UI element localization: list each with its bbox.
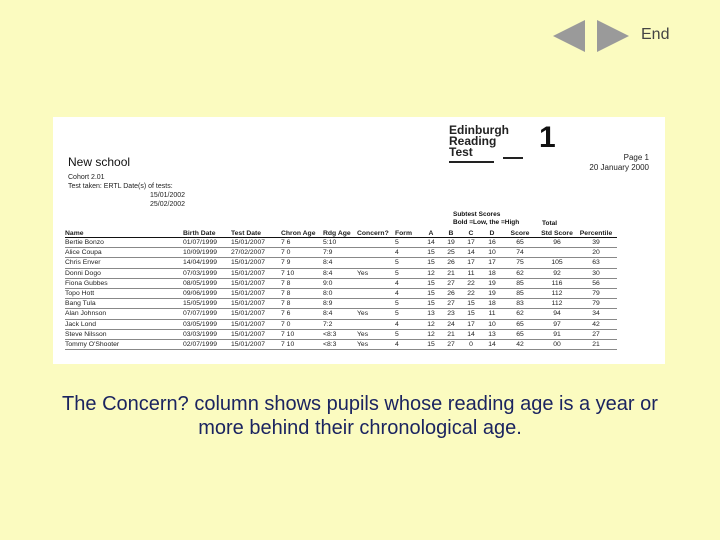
- table-cell: 63: [579, 258, 617, 268]
- table-cell: Yes: [357, 329, 395, 339]
- table-cell: 56: [579, 278, 617, 288]
- table-row: [65, 309, 617, 319]
- table-cell: 15/01/2007: [231, 238, 281, 248]
- page-date: 20 January 2000: [589, 163, 649, 172]
- table-cell: Fiona Gubbes: [65, 278, 183, 288]
- table-cell: 97: [539, 319, 579, 329]
- table-row: [65, 319, 617, 329]
- table-cell: [357, 299, 395, 309]
- logo-line-1: Edinburgh: [449, 123, 509, 137]
- table-cell: 116: [539, 278, 579, 288]
- table-cell: 4: [395, 319, 423, 329]
- table-cell: 15: [423, 299, 443, 309]
- table-cell: Alice Coupa: [65, 248, 183, 258]
- table-cell: 112: [539, 299, 579, 309]
- table-cell: [357, 248, 395, 258]
- table-cell: 79: [579, 299, 617, 309]
- col-concern: Concern?: [357, 229, 395, 238]
- col-birth-date: Birth Date: [183, 229, 231, 238]
- table-cell: 26: [443, 288, 463, 298]
- table-cell: 7 6: [281, 238, 323, 248]
- table-cell: 4: [395, 288, 423, 298]
- table-cell: 62: [505, 268, 539, 278]
- table-cell: 15/01/2007: [231, 278, 281, 288]
- table-cell: 8:9: [323, 299, 357, 309]
- table-cell: 00: [539, 339, 579, 349]
- table-cell: 15: [423, 278, 443, 288]
- table-cell: 83: [505, 299, 539, 309]
- subtest-scores-header: [453, 211, 519, 227]
- table-row: [65, 299, 617, 309]
- table-cell: 15: [423, 288, 443, 298]
- table-cell: 30: [579, 268, 617, 278]
- table-cell: 65: [505, 238, 539, 248]
- table-cell: 27: [443, 339, 463, 349]
- table-cell: 42: [579, 319, 617, 329]
- col-test-date: Test Date: [231, 229, 281, 238]
- table-cell: 65: [505, 329, 539, 339]
- table-cell: 15/01/2007: [231, 339, 281, 349]
- table-row: [65, 258, 617, 268]
- table-cell: 16: [483, 238, 505, 248]
- table-row: [65, 288, 617, 298]
- table-cell: 8:4: [323, 309, 357, 319]
- table-cell: 18: [483, 268, 505, 278]
- table-cell: [357, 288, 395, 298]
- table-cell: 4: [395, 339, 423, 349]
- table-cell: <8:3: [323, 339, 357, 349]
- table-cell: 5:10: [323, 238, 357, 248]
- table-row: [65, 339, 617, 349]
- table-cell: 7 6: [281, 309, 323, 319]
- table-cell: 7 10: [281, 329, 323, 339]
- table-cell: 15/01/2007: [231, 299, 281, 309]
- table-row: [65, 278, 617, 288]
- table-cell: 15: [423, 258, 443, 268]
- table-cell: 11: [483, 309, 505, 319]
- table-cell: 20: [579, 248, 617, 258]
- table-cell: 96: [539, 238, 579, 248]
- table-cell: 12: [423, 319, 443, 329]
- table-cell: 10: [483, 319, 505, 329]
- table-cell: Alan Johnson: [65, 309, 183, 319]
- table-row: [65, 248, 617, 258]
- table-cell: 5: [395, 329, 423, 339]
- table-cell: 14/04/1999: [183, 258, 231, 268]
- table-cell: 7 8: [281, 288, 323, 298]
- school-name: New school: [68, 155, 131, 169]
- table-cell: 79: [579, 288, 617, 298]
- table-cell: 7 8: [281, 299, 323, 309]
- table-cell: 4: [395, 248, 423, 258]
- previous-slide-arrow-icon[interactable]: [553, 20, 585, 52]
- table-cell: Chris Enver: [65, 258, 183, 268]
- table-cell: 03/05/1999: [183, 319, 231, 329]
- table-cell: [357, 238, 395, 248]
- table-cell: 14: [463, 329, 483, 339]
- table-cell: 7 0: [281, 319, 323, 329]
- col-std-score: Std Score: [539, 229, 579, 238]
- table-cell: 94: [539, 309, 579, 319]
- table-cell: 19: [483, 288, 505, 298]
- table-cell: 01/07/1999: [183, 238, 231, 248]
- table-cell: Tommy O'Shooter: [65, 339, 183, 349]
- pupil-scores-table: [65, 229, 617, 350]
- table-cell: Donni Dogo: [65, 268, 183, 278]
- table-cell: 8:0: [323, 288, 357, 298]
- table-cell: 23: [443, 309, 463, 319]
- table-row: [65, 238, 617, 248]
- table-cell: 03/03/1999: [183, 329, 231, 339]
- table-cell: 34: [579, 309, 617, 319]
- table-cell: 7 10: [281, 339, 323, 349]
- table-cell: 14: [483, 339, 505, 349]
- table-cell: 15: [463, 309, 483, 319]
- table-cell: 7:9: [323, 248, 357, 258]
- table-cell: 27/02/2007: [231, 248, 281, 258]
- table-cell: 7 8: [281, 278, 323, 288]
- table-cell: [357, 258, 395, 268]
- table-cell: 17: [483, 258, 505, 268]
- table-cell: Bertie Bonzo: [65, 238, 183, 248]
- table-cell: 17: [463, 238, 483, 248]
- table-cell: 15: [423, 339, 443, 349]
- table-cell: 07/07/1999: [183, 309, 231, 319]
- table-cell: 12: [423, 268, 443, 278]
- table-cell: 15/01/2007: [231, 268, 281, 278]
- table-cell: 17: [463, 319, 483, 329]
- table-cell: 7 10: [281, 268, 323, 278]
- col-b: B: [443, 229, 463, 238]
- table-cell: 85: [505, 288, 539, 298]
- table-cell: 8:4: [323, 268, 357, 278]
- table-cell: 19: [483, 278, 505, 288]
- table-cell: 17: [463, 258, 483, 268]
- table-row: [65, 329, 617, 339]
- table-cell: Yes: [357, 339, 395, 349]
- report-meta: [68, 173, 185, 209]
- table-cell: 15/01/2007: [231, 329, 281, 339]
- table-cell: 5: [395, 299, 423, 309]
- table-cell: 13: [483, 329, 505, 339]
- logo-dash: [503, 157, 523, 159]
- table-cell: 27: [443, 299, 463, 309]
- table-cell: 7 9: [281, 258, 323, 268]
- table-cell: 27: [443, 278, 463, 288]
- table-cell: 07/03/1999: [183, 268, 231, 278]
- test-date-1: 15/01/2002: [150, 192, 186, 199]
- table-cell: 18: [483, 299, 505, 309]
- table-cell: 42: [505, 339, 539, 349]
- table-cell: 0: [463, 339, 483, 349]
- col-score: Score: [505, 229, 539, 238]
- table-cell: 21: [443, 268, 463, 278]
- end-link[interactable]: End: [641, 26, 670, 43]
- table-cell: 75: [505, 258, 539, 268]
- total-header: Total: [542, 220, 558, 227]
- table-cell: 5: [395, 258, 423, 268]
- test-number: 1: [539, 121, 556, 154]
- table-cell: 24: [443, 319, 463, 329]
- table-cell: 74: [505, 248, 539, 258]
- table-cell: 4: [395, 278, 423, 288]
- table-cell: 22: [463, 288, 483, 298]
- table-cell: 85: [505, 278, 539, 288]
- test-date-2: 25/02/2002: [150, 201, 186, 208]
- table-cell: 13: [423, 309, 443, 319]
- table-cell: 12: [423, 329, 443, 339]
- table-cell: 92: [539, 268, 579, 278]
- table-cell: 112: [539, 288, 579, 298]
- table-cell: 21: [443, 329, 463, 339]
- table-cell: Steve Nilsson: [65, 329, 183, 339]
- reading-test-report: [53, 117, 665, 364]
- col-d: D: [483, 229, 505, 238]
- table-cell: Bang Tula: [65, 299, 183, 309]
- table-cell: Yes: [357, 309, 395, 319]
- table-cell: [539, 248, 579, 258]
- next-slide-arrow-icon[interactable]: [597, 20, 629, 52]
- table-cell: 10: [483, 248, 505, 258]
- table-row: [65, 268, 617, 278]
- col-percentile: Percentile: [579, 229, 617, 238]
- table-cell: 62: [505, 309, 539, 319]
- table-cell: 15/05/1999: [183, 299, 231, 309]
- table-cell: 27: [579, 329, 617, 339]
- table-cell: 15: [463, 299, 483, 309]
- table-cell: 14: [463, 248, 483, 258]
- col-rdg-age: Rdg Age: [323, 229, 357, 238]
- col-chron-age: Chron Age: [281, 229, 323, 238]
- logo-underline: [449, 161, 494, 163]
- table-cell: [357, 319, 395, 329]
- col-form: Form: [395, 229, 423, 238]
- table-cell: 11: [463, 268, 483, 278]
- table-cell: [357, 278, 395, 288]
- edinburgh-reading-test-logo: [449, 125, 509, 158]
- table-cell: 02/07/1999: [183, 339, 231, 349]
- table-cell: 9:0: [323, 278, 357, 288]
- table-cell: 15/01/2007: [231, 288, 281, 298]
- col-c: C: [463, 229, 483, 238]
- table-cell: 19: [443, 238, 463, 248]
- table-cell: 09/06/1999: [183, 288, 231, 298]
- table-cell: 15/01/2007: [231, 258, 281, 268]
- table-cell: 39: [579, 238, 617, 248]
- table-cell: 14: [423, 238, 443, 248]
- subtest-legend: Bold =Low, the =High: [453, 219, 520, 226]
- table-cell: 7:2: [323, 319, 357, 329]
- table-cell: 25: [443, 248, 463, 258]
- table-cell: Yes: [357, 268, 395, 278]
- table-cell: Topo Hott: [65, 288, 183, 298]
- concern-explanation-caption: The Concern? column shows pupils whose reading age is a year or more behind their chronological age.: [62, 393, 658, 439]
- cohort: Cohort 2.01: [68, 174, 105, 181]
- col-name: Name: [65, 229, 183, 238]
- table-cell: 15: [423, 248, 443, 258]
- table-cell: 65: [505, 319, 539, 329]
- test-taken: Test taken: ERTL Date(s) of tests:: [68, 183, 173, 190]
- table-cell: 26: [443, 258, 463, 268]
- table-cell: Jack Lond: [65, 319, 183, 329]
- table-cell: 105: [539, 258, 579, 268]
- table-cell: 21: [579, 339, 617, 349]
- table-cell: 15/01/2007: [231, 309, 281, 319]
- subtest-title: Subtest Scores: [453, 211, 501, 218]
- page-info: [589, 153, 649, 173]
- table-cell: 5: [395, 309, 423, 319]
- table-cell: 15/01/2007: [231, 319, 281, 329]
- page-label: Page 1: [623, 153, 649, 162]
- logo-line-2: Reading: [449, 134, 497, 148]
- table-header-row: [65, 229, 617, 238]
- table-cell: 91: [539, 329, 579, 339]
- table-cell: 22: [463, 278, 483, 288]
- table-cell: <8:3: [323, 329, 357, 339]
- table-cell: 5: [395, 268, 423, 278]
- table-cell: 7 0: [281, 248, 323, 258]
- logo-line-3: Test: [449, 145, 473, 159]
- col-a: A: [423, 229, 443, 238]
- table-cell: 8:4: [323, 258, 357, 268]
- table-cell: 10/09/1999: [183, 248, 231, 258]
- table-cell: 5: [395, 238, 423, 248]
- table-cell: 08/05/1999: [183, 278, 231, 288]
